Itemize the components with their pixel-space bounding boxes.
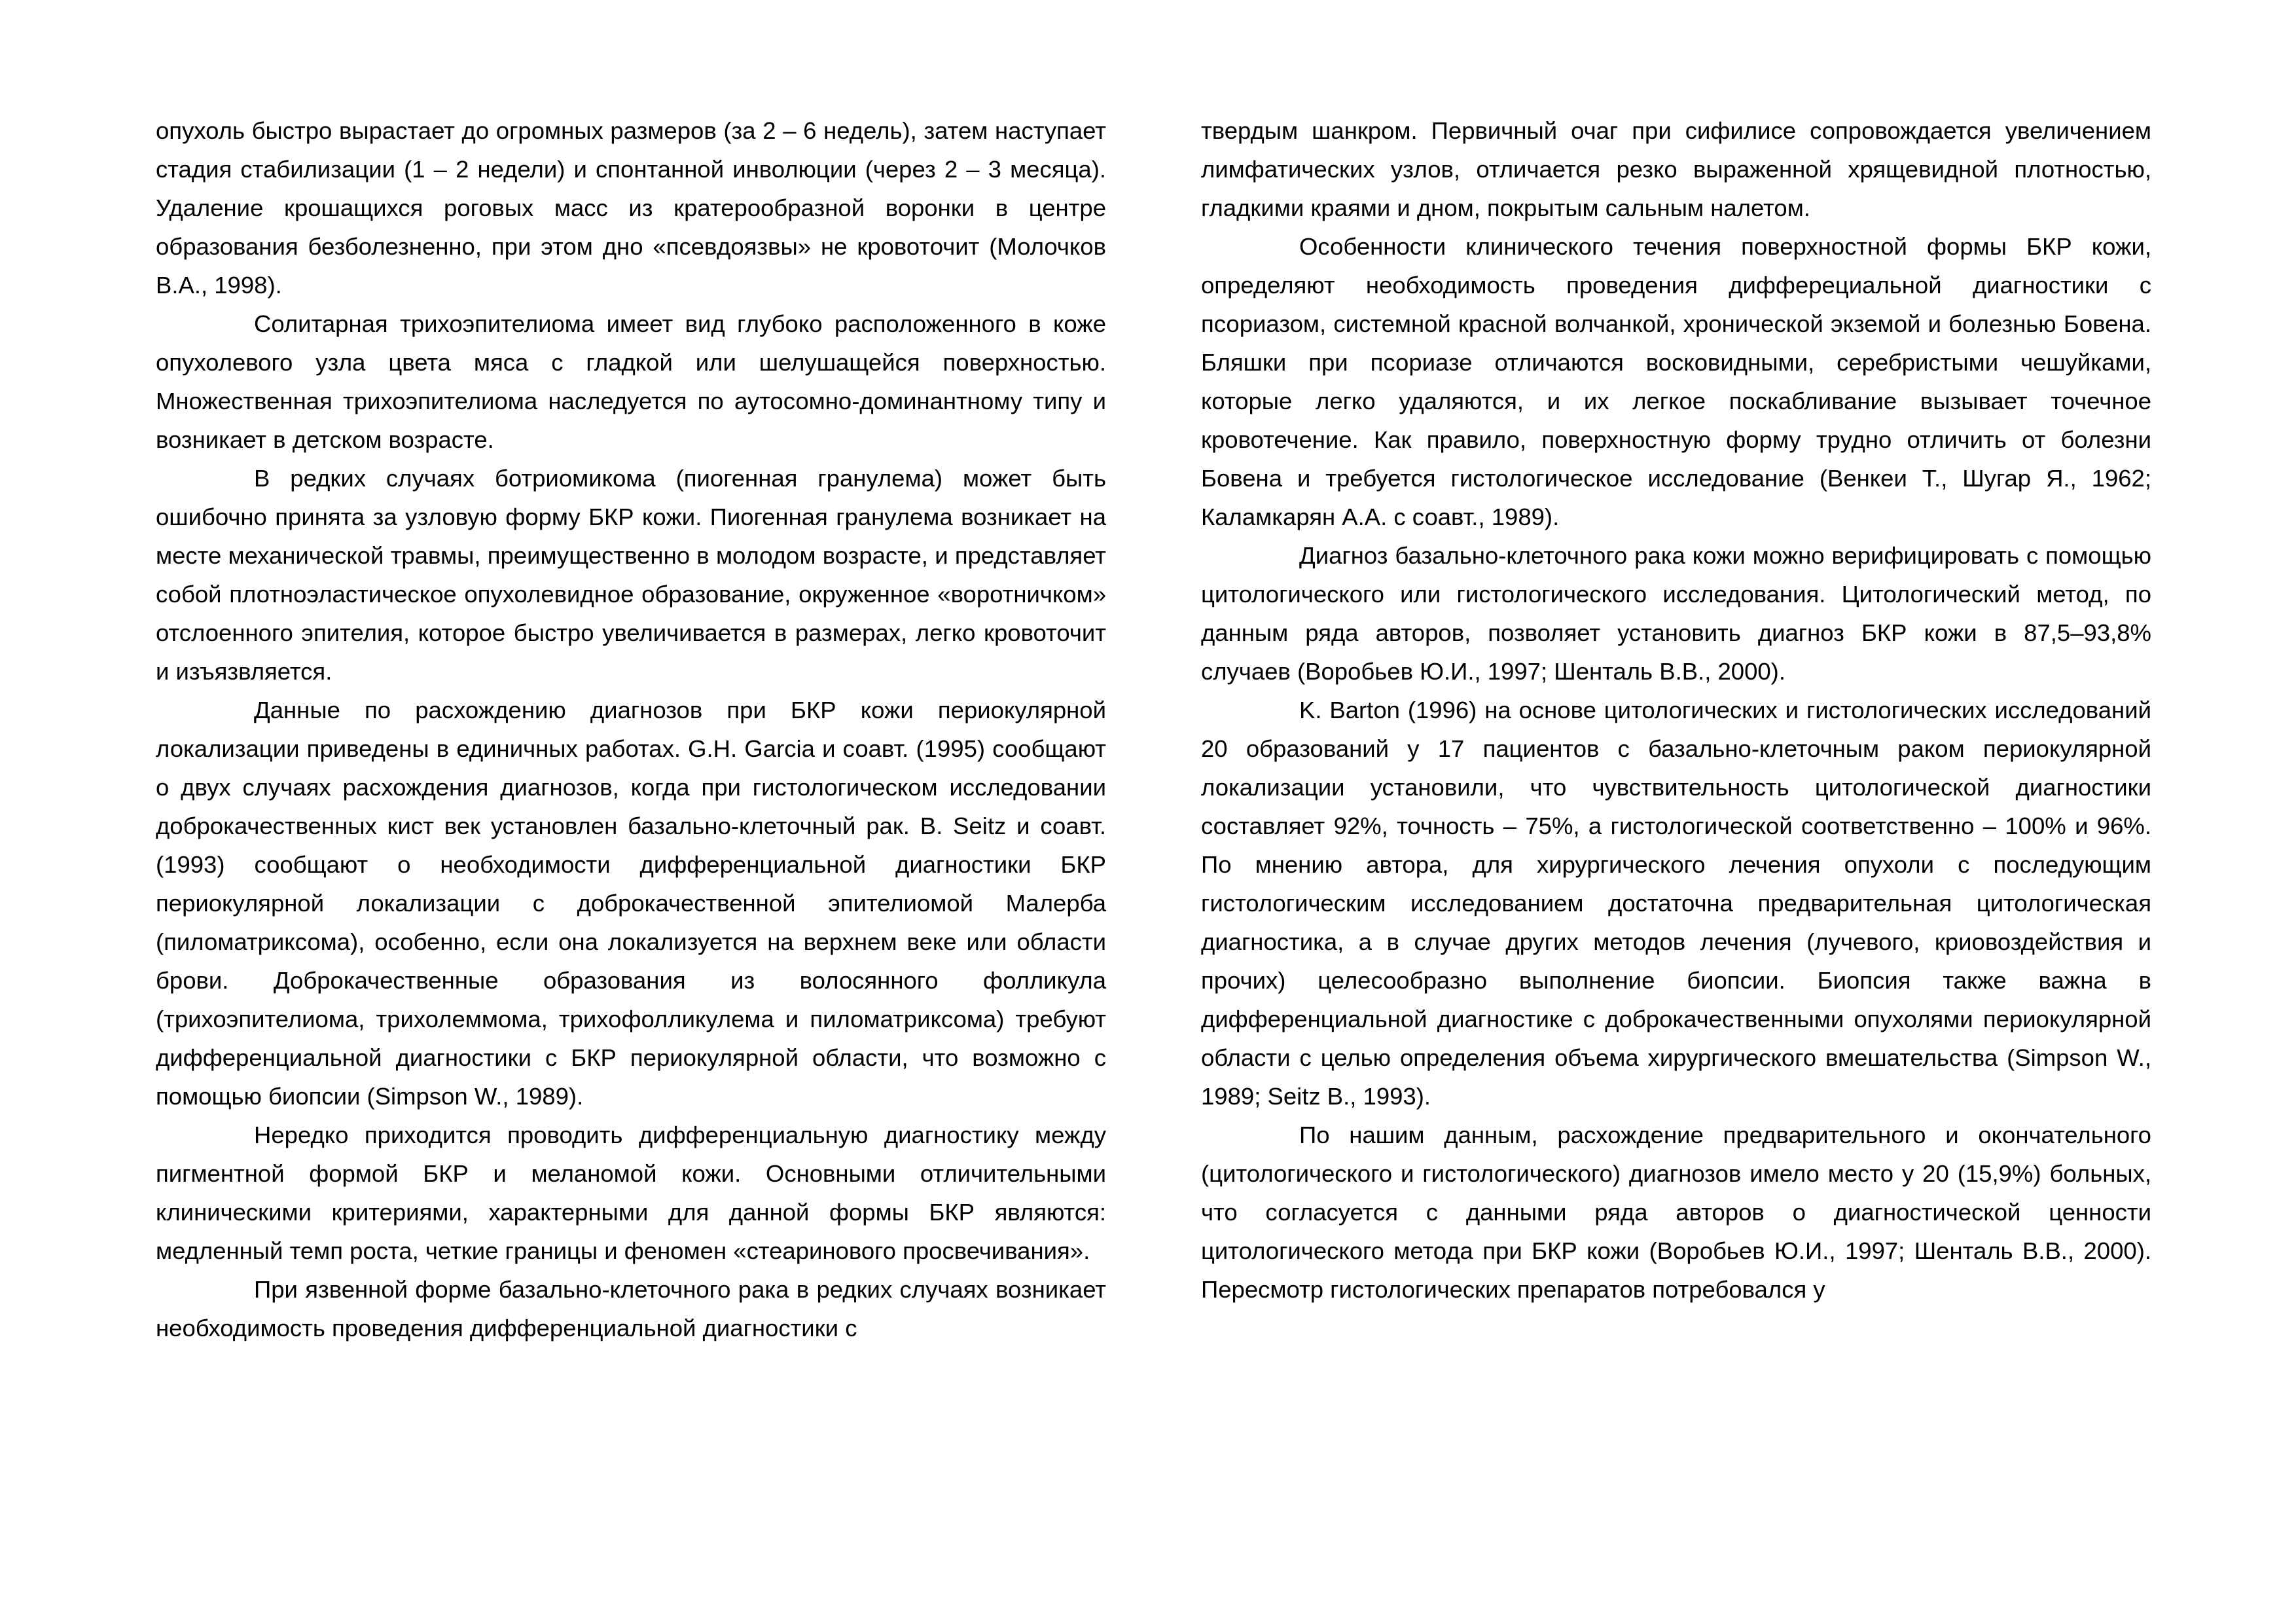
paragraph: Нередко приходится проводить дифференциальную диагностику между пигментной формой БКР и меланомой кожи. Основными отличительными клиническими критериями, характерными для данной формы БКР являются: медленный темп роста, четкие границы и феномен «стеаринового просвечивания».	[156, 1122, 1106, 1264]
left-text-column	[156, 111, 1106, 1347]
paragraph: K. Barton (1996) на основе цитологических и гистологических исследований 20 образований у 17 пациентов с базально-клеточным раком периокулярной локализации установили, что чувствительность цитологической диагностики составляет 92%, точность – 75%, а гистологической соответственно – 100% и 96%. По мнению автора, для хирургического лечения опухоли с последующим гистологическим исследованием достаточна предварительная цитологическая диагностика, а в случае других методов лечения (лучевого, криовоздействия и прочих) целесообразно выполнение биопсии. Биопсия также важна в дифференциальной диагностике с доброкачественными опухолями периокулярной области с целью определения объема хирургического вмешательства (Simpson W., 1989; Seitz B., 1993).	[1201, 697, 2151, 1110]
paragraph: В редких случаях ботриомикома (пиогенная гранулема) может быть ошибочно принята за узловую форму БКР кожи. Пиогенная гранулема возникает на месте механической травмы, преимущественно в молодом возрасте, и представляет собой плотноэластическое опухолевидное образование, окруженное «воротничком» отслоенного эпителия, которое быстро увеличивается в размерах, легко кровоточит и изъязвляется.	[156, 465, 1106, 685]
paragraph: Солитарная трихоэпителиома имеет вид глубоко расположенного в коже опухолевого узла цвета мяса с гладкой или шелушащейся поверхностью. Множественная трихоэпителиома наследуется по аутосомно-доминантному типу и возникает в детском возрасте.	[156, 310, 1106, 453]
paragraph: Особенности клинического течения поверхностной формы БКР кожи, определяют необходимость проведения дифферециальной диагностики с псориазом, системной красной волчанкой, хронической экземой и болезнью Бовена. Бляшки при псориазе отличаются восковидными, серебристыми чешуйками, которые легко удаляются, и их легкое поскабливание вызывает точечное кровотечение. Как правило, поверхностную форму трудно отличить от болезни Бовена и требуется гистологическое исследование (Венкеи Т., Шугар Я., 1962; Каламкарян А.А. с соавт., 1989).	[1201, 233, 2151, 530]
paragraph: При язвенной форме базально-клеточного рака в редких случаях возникает необходимость проведения дифференциальной диагностики с	[156, 1276, 1106, 1341]
paragraph: твердым шанкром. Первичный очаг при сифилисе сопровождается увеличением лимфатических узлов, отличается резко выраженной хрящевидной плотностью, гладкими краями и дном, покрытым сальным налетом.	[1201, 117, 2151, 221]
paragraph: Данные по расхождению диагнозов при БКР кожи периокулярной локализации приведены в единичных работах. G.H. Garcia и соавт. (1995) сообщают о двух случаях расхождения диагнозов, когда при гистологическом исследовании доброкачественных кист век установлен базально-клеточный рак. B. Seitz и соавт. (1993) сообщают о необходимости дифференциальной диагностики БКР периокулярной локализации с доброкачественной эпителиомой Малерба (пиломатриксома), особенно, если она локализуется на верхнем веке или области брови. Доброкачественные образования из волосянного фолликула (трихоэпителиома, трихолеммома, трихофолликулема и пиломатриксома) требуют дифференциальной диагностики с БКР периокулярной области, что возможно с помощью биопсии (Simpson W., 1989).	[156, 697, 1106, 1110]
right-text-column	[1201, 111, 2151, 1309]
paragraph: Диагноз базально-клеточного рака кожи можно верифицировать с помощью цитологического или гистологического исследования. Цитологический метод, по данным ряда авторов, позволяет установить диагноз БКР кожи в 87,5–93,8% случаев (Воробьев Ю.И., 1997; Шенталь В.В., 2000).	[1201, 542, 2151, 685]
paragraph: По нашим данным, расхождение предварительного и окончательного (цитологического и гистологического) диагнозов имело место у 20 (15,9%) больных, что согласуется с данными ряда авторов о диагностической ценности цитологического метода при БКР кожи (Воробьев Ю.И., 1997; Шенталь В.В., 2000). Пересмотр гистологических препаратов потребовался у	[1201, 1122, 2151, 1303]
paragraph: опухоль быстро вырастает до огромных размеров (за 2 – 6 недель), затем наступает стадия стабилизации (1 – 2 недели) и спонтанной инволюции (через 2 – 3 месяца). Удаление крошащихся роговых масс из кратерообразной воронки в центре образования безболезненно, при этом дно «псевдоязвы» не кровоточит (Молочков В.А., 1998).	[156, 117, 1106, 299]
